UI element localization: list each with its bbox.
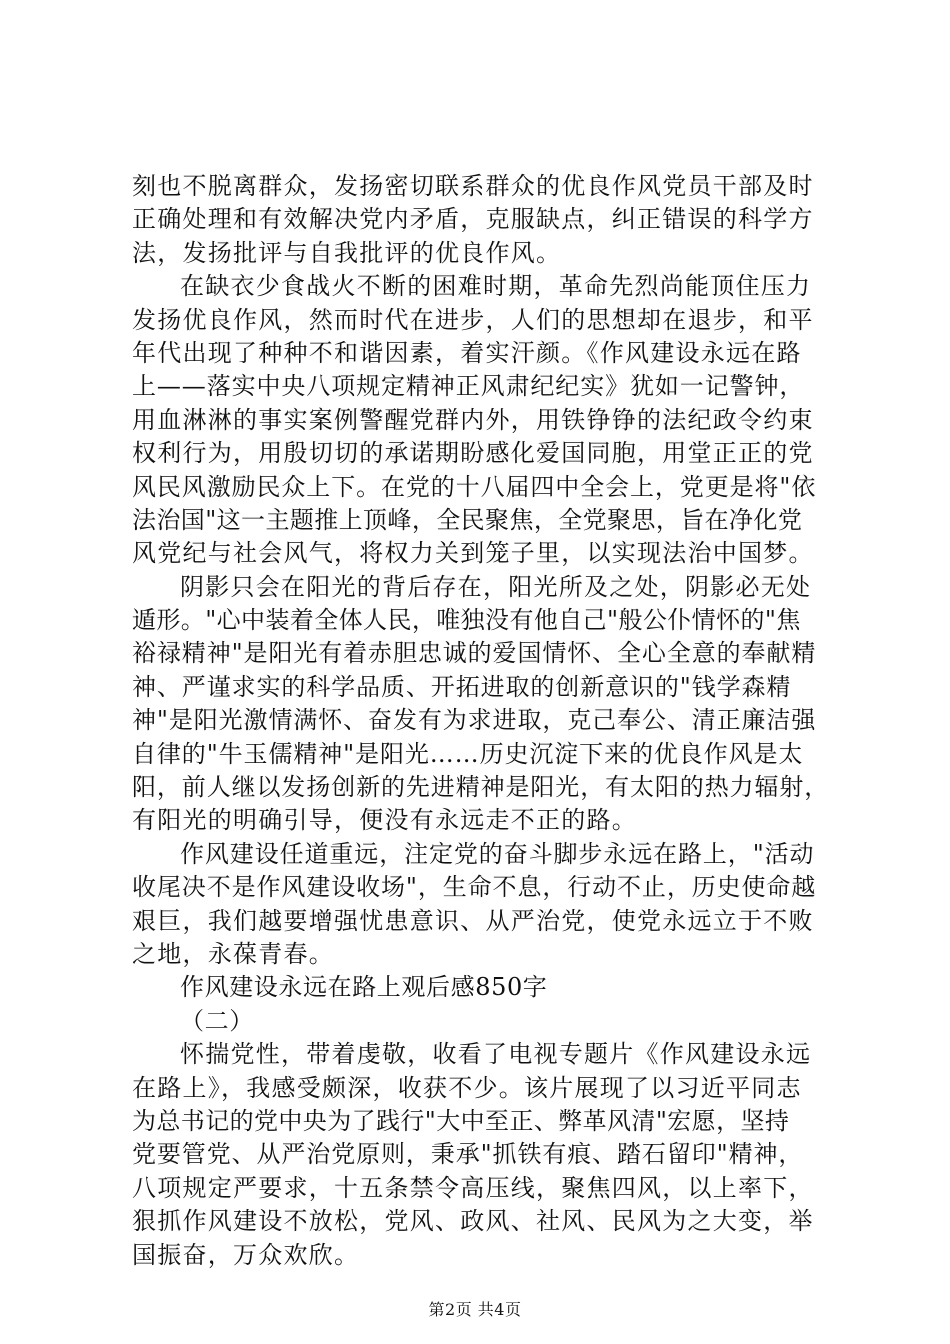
paragraph-line: 裕禄精神"是阳光有着赤胆忠诚的爱国情怀、全心全意的奉献精 (132, 639, 817, 668)
paragraph-line: 年代出现了种种不和谐因素，着实汗颜。《作风建设永远在路 (132, 338, 802, 367)
paragraph-line: 遁形。"心中装着全体人民，唯独没有他自己"般公仆情怀的"焦 (132, 606, 801, 635)
document-body (132, 170, 838, 1272)
page-number-footer: 第2页 共4页 (428, 1300, 522, 1319)
paragraph-line: 八项规定严要求，十五条禁令高压线，聚焦四风，以上率下， (132, 1173, 814, 1202)
paragraph-first-line: 怀揣党性，带着虔敬，收看了电视专题片《作风建设永远 (180, 1040, 812, 1069)
section-heading: 作风建设永远在路上观后感850字 (180, 973, 548, 1002)
paragraph-line: 风民风激励民众上下。在党的十八届四中全会上，党更是将"依 (132, 472, 817, 501)
paragraph-line: 权利行为，用殷切切的承诺期盼感化爱国同胞，用堂正正的党 (132, 439, 814, 468)
paragraph-line: 刻也不脱离群众，发扬密切联系群众的优良作风党员干部及时 (132, 172, 814, 200)
paragraph-line: 艰巨，我们越要增强忧患意识、从严治党，使党永远立于不败 (132, 906, 814, 935)
paragraph-line: 国振奋，万众欢欣。 (132, 1240, 360, 1269)
paragraph-line: 自律的"牛玉儒精神"是阳光……历史沉淀下来的优良作风是太 (132, 739, 804, 768)
paragraph-first-line: 作风建设任道重远，注定党的奋斗脚步永远在路上，"活动 (180, 839, 815, 868)
paragraph-line: 在路上》，我感受颇深，收获不少。该片展现了以习近平同志 (132, 1073, 802, 1102)
paragraph-line: 正确处理和有效解决党内矛盾，克服缺点，纠正错误的科学方 (132, 205, 814, 234)
paragraph-line: 有阳光的明确引导，便没有永远走不正的路。 (132, 806, 637, 835)
paragraph-line: 神"是阳光激情满怀、奋发有为求进取，克己奉公、清正廉洁强 (132, 706, 817, 735)
paragraph-line: 用血淋淋的事实案例警醒党群内外，用铁铮铮的法纪政令约束 (132, 405, 814, 434)
paragraph-line: 法，发扬批评与自我批评的优良作风。 (132, 238, 562, 267)
paragraph-line: 党要管党、从严治党原则，秉承"抓铁有痕、踏石留印"精神， (132, 1140, 804, 1169)
paragraph-line: 之地，永葆青春。 (132, 939, 334, 968)
paragraph-line: 狠抓作风建设不放松，党风、政风、社风、民风为之大变，举 (132, 1207, 814, 1236)
paragraph-line: 为总书记的党中央为了践行"大中至正、弊革风清"宏愿，坚持 (132, 1106, 790, 1135)
paragraph-line: 法治国"这一主题推上顶峰，全民聚焦，全党聚思，旨在净化党 (132, 505, 803, 534)
paragraph-line: 发扬优良作风，然而时代在进步，人们的思想却在退步，和平 (132, 305, 814, 334)
paragraph-line: 神、严谨求实的科学品质、开拓进取的创新意识的"钱学森精 (132, 672, 792, 701)
section-number: （二） (180, 1006, 254, 1035)
paragraph-line: 上——落实中央八项规定精神正风肃纪纪实》犹如一记警钟， (132, 372, 805, 401)
paragraph-line: 阳，前人继以发扬创新的先进精神是阳光，有太阳的热力辐射， (132, 773, 830, 802)
paragraph-first-line: 阴影只会在阳光的背后存在，阳光所及之处，阴影必无处 (180, 572, 812, 601)
paragraph-line: 风党纪与社会风气，将权力关到笼子里，以实现法治中国梦。 (132, 539, 814, 568)
paragraph-first-line: 在缺衣少食战火不断的困难时期，革命先烈尚能顶住压力 (180, 272, 812, 301)
paragraph-line: 收尾决不是作风建设收场"，生命不息，行动不止，历史使命越 (132, 873, 817, 902)
